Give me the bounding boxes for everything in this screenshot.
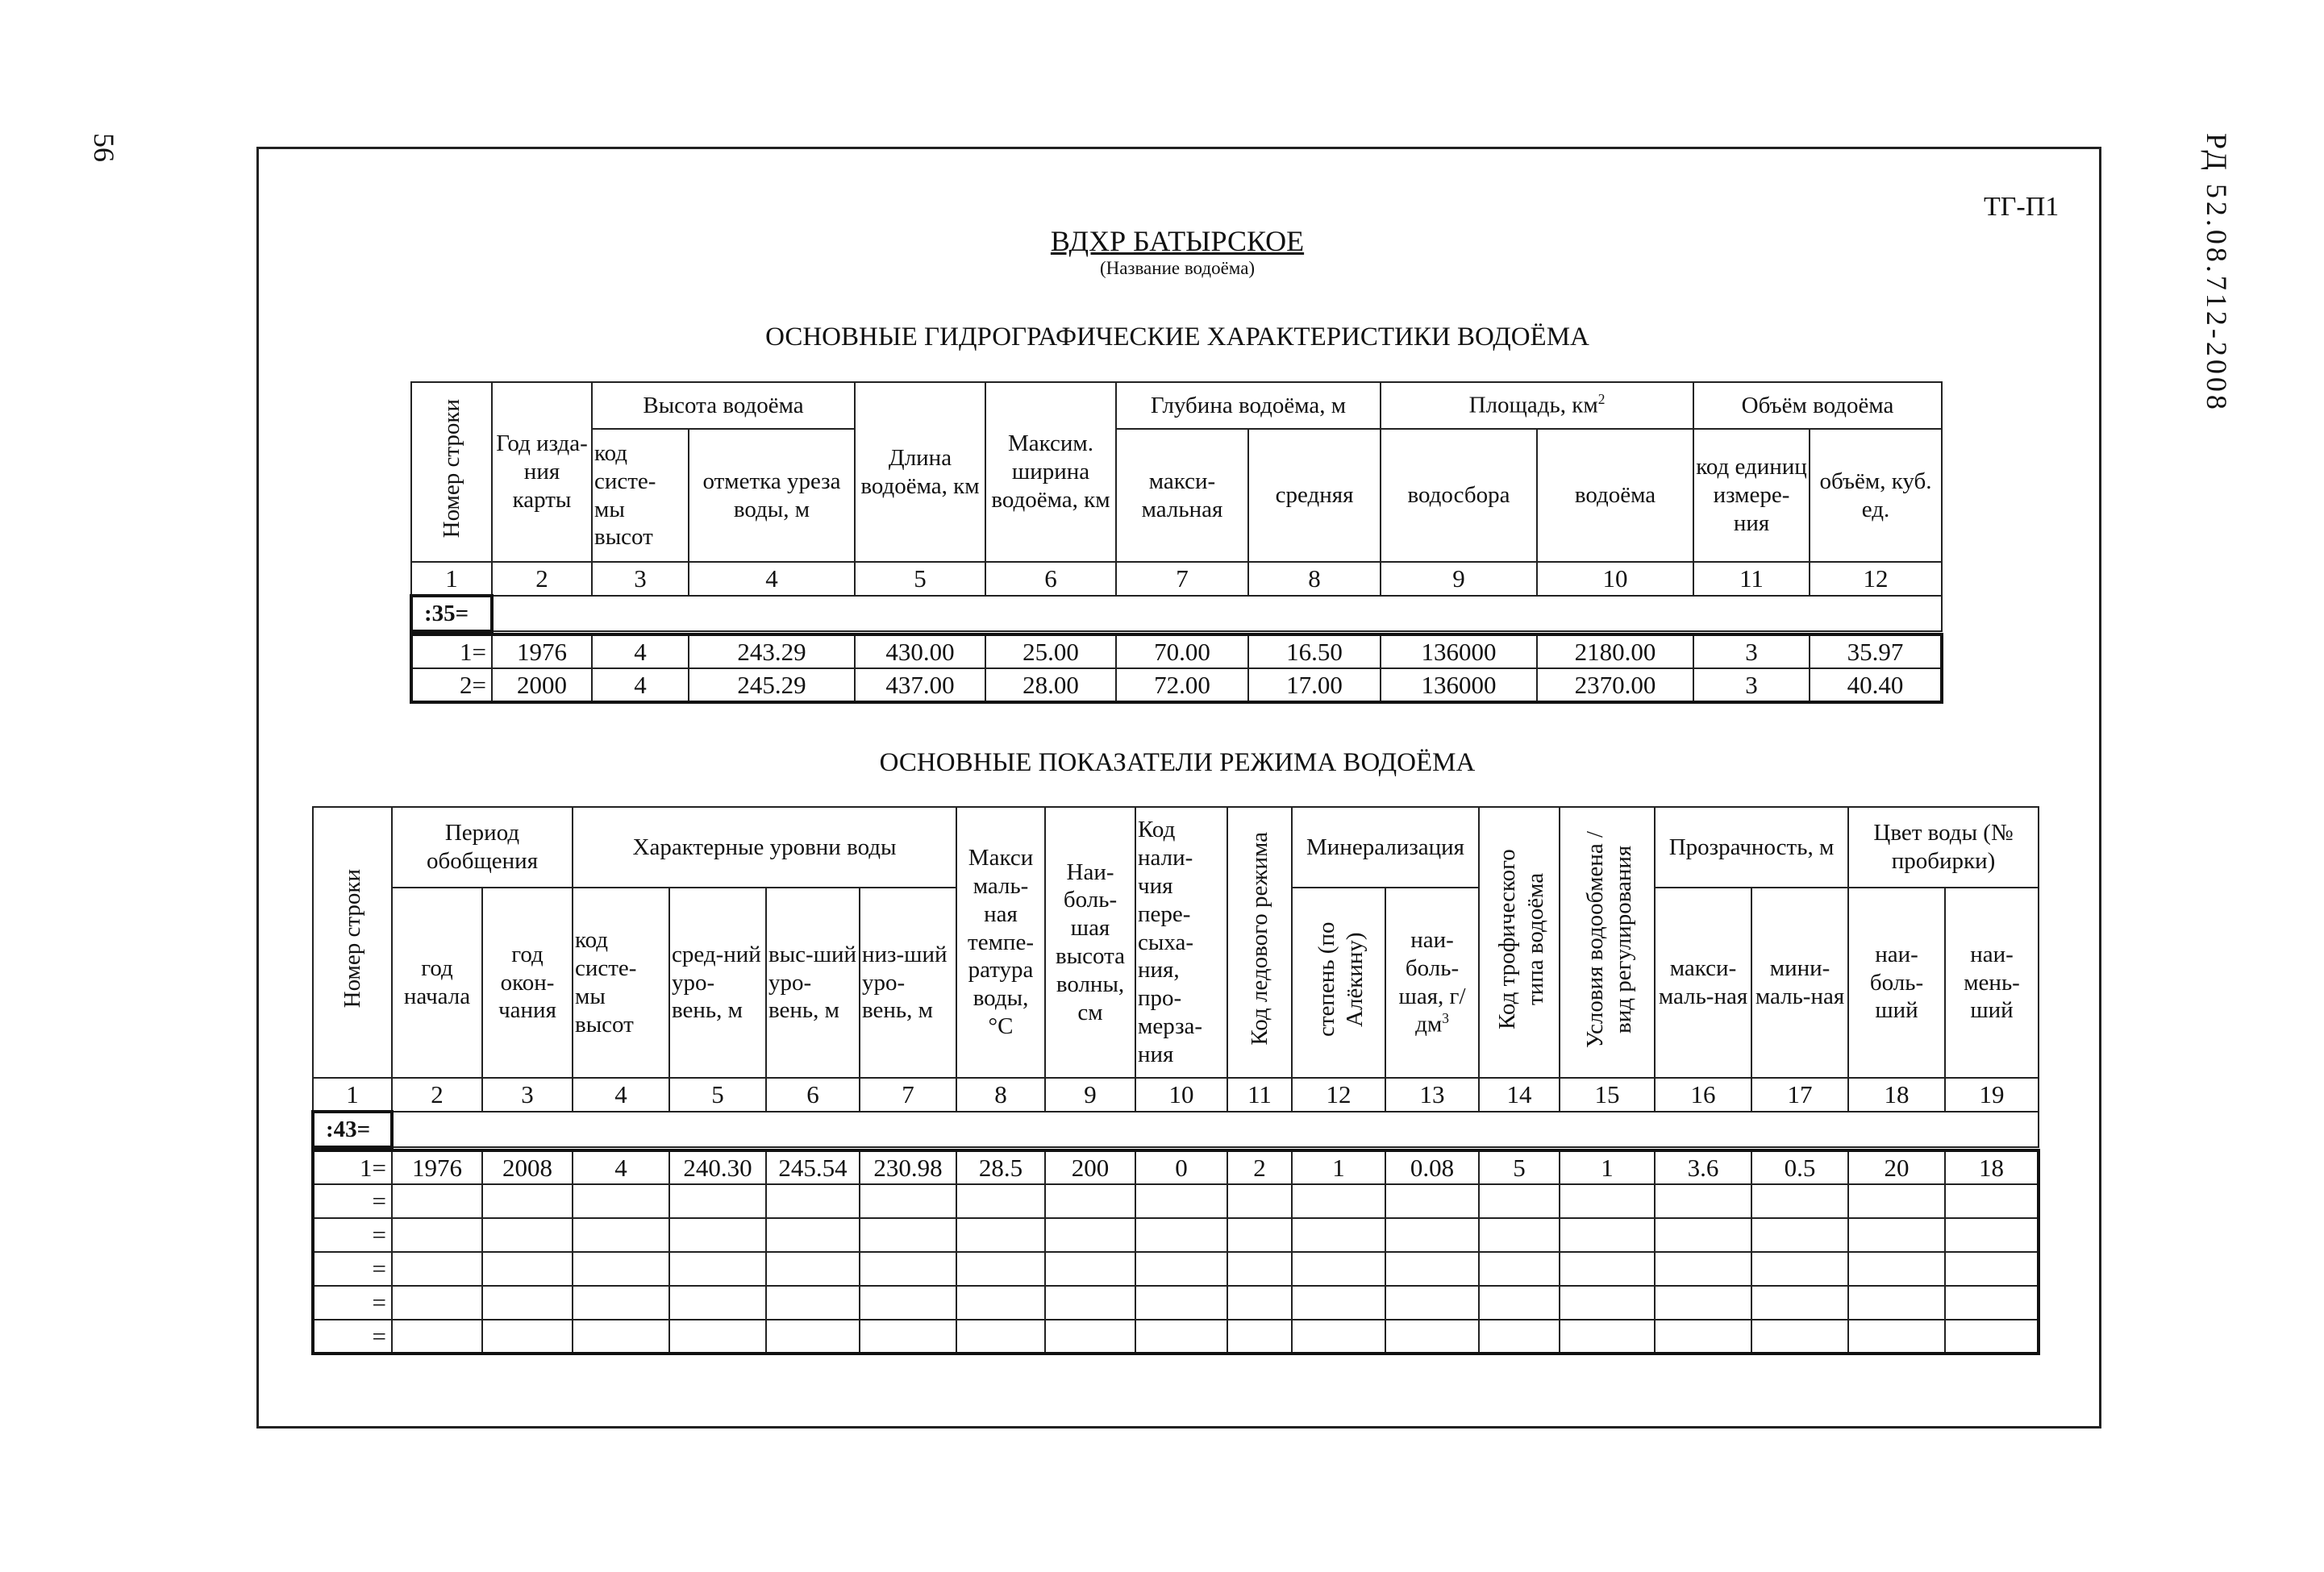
t1-header-depth-max: макси-мальная <box>1116 429 1248 562</box>
t2-cell <box>766 1184 860 1218</box>
t2-cell <box>1479 1218 1560 1252</box>
t2-colnum: 4 <box>573 1078 669 1112</box>
t2-cell <box>482 1218 573 1252</box>
t2-cell <box>392 1218 482 1252</box>
t2-cell: 0 <box>1135 1150 1227 1184</box>
t2-cell <box>573 1320 669 1354</box>
t2-cell <box>1227 1252 1292 1286</box>
t2-cell <box>1045 1252 1135 1286</box>
t2-cell: 245.54 <box>766 1150 860 1184</box>
t2-cell <box>1227 1218 1292 1252</box>
t2-cell: 1976 <box>392 1150 482 1184</box>
t2-row-label: = <box>313 1252 392 1286</box>
t1-colnum: 11 <box>1693 562 1810 596</box>
t2-cell <box>1135 1218 1227 1252</box>
t2-cell <box>573 1252 669 1286</box>
t2-colnum: 11 <box>1227 1078 1292 1112</box>
t1-colnum: 4 <box>689 562 855 596</box>
t2-cell <box>1751 1252 1848 1286</box>
t2-cell <box>1945 1184 2039 1218</box>
t2-cell <box>1655 1252 1751 1286</box>
t2-header-wave-height: Наи-боль-шая высота волны, см <box>1045 807 1135 1078</box>
t2-colnum: 6 <box>766 1078 860 1112</box>
t2-cell <box>1751 1184 1848 1218</box>
document-code: РД 52.08.712-2008 <box>2201 133 2233 413</box>
t2-header-exchange: Условия водообмена / вид регулирования <box>1560 807 1655 1078</box>
t2-cell <box>392 1252 482 1286</box>
t2-cell: 0.5 <box>1751 1150 1848 1184</box>
t2-header-period-end: год окон-чания <box>482 888 573 1078</box>
t2-cell <box>860 1252 956 1286</box>
t2-cell <box>1045 1320 1135 1354</box>
t1-header-volume-value: объём, куб. ед. <box>1810 429 1942 562</box>
t2-cell <box>1135 1320 1227 1354</box>
t2-cell: 1 <box>1560 1150 1655 1184</box>
t2-cell <box>1848 1286 1945 1320</box>
t1-cell: 35.97 <box>1810 634 1942 668</box>
t2-cell <box>860 1218 956 1252</box>
reservoir-name: ВДХР БАТЫРСКОЕ <box>1050 225 1305 257</box>
t2-cell: 18 <box>1945 1150 2039 1184</box>
t2-cell <box>482 1252 573 1286</box>
t2-header-transparency-group: Прозрачность, м <box>1655 807 1848 888</box>
t1-colnum: 1 <box>411 562 492 596</box>
t2-cell <box>482 1184 573 1218</box>
t2-cell <box>1751 1320 1848 1354</box>
t2-header-color-max: наи-боль-ший <box>1848 888 1945 1078</box>
t2-cell: 2 <box>1227 1150 1292 1184</box>
t2-colnum: 15 <box>1560 1078 1655 1112</box>
t1-header-height-group: Высота водоёма <box>592 382 855 429</box>
t1-cell: 16.50 <box>1248 634 1381 668</box>
t2-row-label: 1= <box>313 1150 392 1184</box>
t1-header-area-basin: водосбора <box>1381 429 1537 562</box>
table-row <box>313 1218 2039 1252</box>
t1-header-depth-avg: средняя <box>1248 429 1381 562</box>
t2-row-code-spacer <box>392 1112 2039 1147</box>
t1-cell: 2370.00 <box>1537 668 1693 702</box>
t2-cell <box>1227 1184 1292 1218</box>
t2-cell <box>669 1252 766 1286</box>
t2-header-drying-code: Код нали-чия пере-сыха-ния, про-мерза-ния <box>1135 807 1227 1078</box>
t1-cell: 17.00 <box>1248 668 1381 702</box>
table2-title: ОСНОВНЫЕ ПОКАЗАТЕЛИ РЕЖИМА ВОДОЁМА <box>879 748 1476 777</box>
form-code: ТГ-П1 <box>1984 192 2060 222</box>
t2-cell <box>669 1218 766 1252</box>
t1-cell: 136000 <box>1381 668 1537 702</box>
t2-cell: 2008 <box>482 1150 573 1184</box>
t2-cell <box>1560 1320 1655 1354</box>
t2-row-label: = <box>313 1218 392 1252</box>
t2-cell <box>1292 1286 1385 1320</box>
table-row <box>411 668 1942 702</box>
t2-cell: 28.5 <box>956 1150 1045 1184</box>
t2-header-level-low: низ-ший уро-вень, м <box>860 888 956 1078</box>
t2-header-level-high: выс-ший уро-вень, м <box>766 888 860 1078</box>
t1-header-area-group: Площадь, $км^2$ <box>1381 382 1693 429</box>
t2-colnum: 19 <box>1945 1078 2039 1112</box>
t1-colnum: 7 <box>1116 562 1248 596</box>
t2-cell <box>766 1218 860 1252</box>
t1-header-height-mark: отметка уреза воды, м <box>689 429 855 562</box>
t2-colnum: 5 <box>669 1078 766 1112</box>
t2-cell <box>573 1286 669 1320</box>
t1-colnum: 10 <box>1537 562 1693 596</box>
t2-cell <box>1292 1184 1385 1218</box>
t2-cell <box>860 1184 956 1218</box>
t1-header-height-code: код систе-мы высот <box>592 429 689 562</box>
t2-cell <box>1045 1184 1135 1218</box>
t2-cell <box>1292 1320 1385 1354</box>
t2-header-transp-min: мини-маль-ная <box>1751 888 1848 1078</box>
table-row <box>313 1150 2039 1184</box>
t2-header-color-group: Цвет воды (№ пробирки) <box>1848 807 2039 888</box>
t2-cell <box>392 1286 482 1320</box>
t2-cell <box>956 1184 1045 1218</box>
t2-row-label: = <box>313 1320 392 1354</box>
t2-cell: 230.98 <box>860 1150 956 1184</box>
t1-header-row-number: Номер строки <box>411 382 492 562</box>
t2-cell <box>1227 1286 1292 1320</box>
t2-cell <box>392 1320 482 1354</box>
t2-cell <box>860 1320 956 1354</box>
t2-cell <box>1560 1184 1655 1218</box>
t1-header-volume-unit: код единиц измере-ния <box>1693 429 1810 562</box>
t1-cell: 28.00 <box>985 668 1116 702</box>
reservoir-caption: (Название водоёма) <box>1099 258 1256 278</box>
table-row <box>411 634 1942 668</box>
t2-row-code: :43= <box>313 1112 392 1147</box>
t1-cell: 3 <box>1693 668 1810 702</box>
t1-cell: 3 <box>1693 634 1810 668</box>
t2-cell <box>1479 1286 1560 1320</box>
table-row <box>313 1184 2039 1218</box>
t2-cell <box>669 1286 766 1320</box>
table1-title: ОСНОВНЫЕ ГИДРОГРАФИЧЕСКИЕ ХАРАКТЕРИСТИКИ ВОДОЁМА <box>765 322 1589 351</box>
t2-cell <box>1945 1320 2039 1354</box>
t2-cell <box>1655 1184 1751 1218</box>
t2-header-trophic-code: Код трофического типа водоёма <box>1479 807 1560 1078</box>
t2-cell <box>766 1252 860 1286</box>
t1-cell: 136000 <box>1381 634 1537 668</box>
t2-cell <box>482 1320 573 1354</box>
t2-cell <box>1385 1218 1479 1252</box>
table-row <box>313 1320 2039 1354</box>
t2-cell <box>766 1286 860 1320</box>
t2-header-color-min: наи-мень-ший <box>1945 888 2039 1078</box>
t2-cell <box>1655 1286 1751 1320</box>
t2-cell <box>1560 1218 1655 1252</box>
t2-cell <box>1751 1286 1848 1320</box>
t1-colnum: 5 <box>855 562 985 596</box>
t1-cell: 437.00 <box>855 668 985 702</box>
t2-cell <box>1848 1218 1945 1252</box>
t2-colnum: 12 <box>1292 1078 1385 1112</box>
t2-cell <box>1045 1218 1135 1252</box>
t2-cell <box>1292 1252 1385 1286</box>
t2-cell <box>956 1286 1045 1320</box>
t1-row-code: :35= <box>411 596 492 631</box>
page-number: 56 <box>88 133 120 162</box>
t1-cell: 2000 <box>492 668 592 702</box>
t2-cell <box>669 1184 766 1218</box>
t2-header-mineral-degree: степень (по Алёкину) <box>1292 888 1385 1078</box>
t1-header-depth-group: Глубина водоёма, м <box>1116 382 1381 429</box>
t2-cell <box>1848 1320 1945 1354</box>
t2-header-mineral-group: Минерализация <box>1292 807 1479 888</box>
t2-cell <box>573 1218 669 1252</box>
t2-header-levels-group: Характерные уровни воды <box>573 807 956 888</box>
t2-header-level-code: код систе-мы высот <box>573 888 669 1078</box>
t2-cell: 240.30 <box>669 1150 766 1184</box>
t1-header-area-water: водоёма <box>1537 429 1693 562</box>
t2-cell <box>860 1286 956 1320</box>
t2-colnum: 9 <box>1045 1078 1135 1112</box>
t2-cell <box>1385 1320 1479 1354</box>
t2-header-transp-max: макси-маль-ная <box>1655 888 1751 1078</box>
t1-cell: 2180.00 <box>1537 634 1693 668</box>
t1-colnum: 9 <box>1381 562 1537 596</box>
t2-header-row-number: Номер строки <box>313 807 392 1078</box>
t2-cell <box>1945 1218 2039 1252</box>
t2-header-ice-code: Код ледового режима <box>1227 807 1292 1078</box>
t1-row-code-spacer <box>492 596 1942 631</box>
t1-cell: 1976 <box>492 634 592 668</box>
t1-header-year: Год изда-ния карты <box>492 382 592 562</box>
t2-cell <box>1135 1252 1227 1286</box>
t2-colnum: 2 <box>392 1078 482 1112</box>
t2-cell <box>1945 1252 2039 1286</box>
t2-cell <box>1227 1320 1292 1354</box>
t2-cell <box>1560 1286 1655 1320</box>
t2-cell <box>573 1184 669 1218</box>
t2-cell <box>1479 1184 1560 1218</box>
t2-cell: 3.6 <box>1655 1150 1751 1184</box>
t1-colnum: 3 <box>592 562 689 596</box>
t2-cell <box>1848 1184 1945 1218</box>
t2-cell <box>956 1218 1045 1252</box>
t2-cell: 20 <box>1848 1150 1945 1184</box>
t2-cell <box>1655 1218 1751 1252</box>
t1-cell: 4 <box>592 668 689 702</box>
t1-colnum: 6 <box>985 562 1116 596</box>
t2-colnum: 18 <box>1848 1078 1945 1112</box>
t2-cell <box>956 1320 1045 1354</box>
t1-cell: 4 <box>592 634 689 668</box>
regime-table <box>311 806 2040 1355</box>
t2-cell: 5 <box>1479 1150 1560 1184</box>
t2-cell <box>1385 1184 1479 1218</box>
t2-colnum: 17 <box>1751 1078 1848 1112</box>
t2-header-mineral-max: наи-боль-шая, $г/дм^3$ <box>1385 888 1479 1078</box>
t1-cell: 430.00 <box>855 634 985 668</box>
t2-colnum: 8 <box>956 1078 1045 1112</box>
t2-header-level-avg: сред-ний уро-вень, м <box>669 888 766 1078</box>
t2-cell <box>1135 1286 1227 1320</box>
t2-cell <box>392 1184 482 1218</box>
t2-cell <box>1385 1286 1479 1320</box>
t2-row-label: = <box>313 1286 392 1320</box>
t1-cell: 72.00 <box>1116 668 1248 702</box>
t1-cell: 70.00 <box>1116 634 1248 668</box>
t2-cell: 0.08 <box>1385 1150 1479 1184</box>
t1-header-volume-group: Объём водоёма <box>1693 382 1942 429</box>
t2-colnum: 10 <box>1135 1078 1227 1112</box>
t2-cell <box>1848 1252 1945 1286</box>
t2-header-period-group: Период обобщения <box>392 807 573 888</box>
t2-colnum: 14 <box>1479 1078 1560 1112</box>
t2-cell <box>1135 1184 1227 1218</box>
t1-colnum: 2 <box>492 562 592 596</box>
t2-cell <box>1655 1320 1751 1354</box>
t2-row-label: = <box>313 1184 392 1218</box>
t2-cell <box>1292 1218 1385 1252</box>
t2-colnum: 3 <box>482 1078 573 1112</box>
t2-cell <box>1945 1286 2039 1320</box>
t1-cell: 2= <box>411 668 492 702</box>
t1-header-width: Максим. ширина водоёма, км <box>985 382 1116 562</box>
t1-colnum: 8 <box>1248 562 1381 596</box>
t2-cell <box>1385 1252 1479 1286</box>
t2-cell: 200 <box>1045 1150 1135 1184</box>
t2-cell <box>1045 1286 1135 1320</box>
t2-colnum: 1 <box>313 1078 392 1112</box>
t2-colnum: 13 <box>1385 1078 1479 1112</box>
t2-cell <box>669 1320 766 1354</box>
t2-cell <box>1751 1218 1848 1252</box>
t2-cell <box>956 1252 1045 1286</box>
t2-header-max-temp: Макси маль-ная темпе-ратура воды, °С <box>956 807 1045 1078</box>
t2-cell: 4 <box>573 1150 669 1184</box>
t1-header-length: Длина водоёма, км <box>855 382 985 562</box>
t1-cell: 1= <box>411 634 492 668</box>
t2-cell <box>1479 1320 1560 1354</box>
t2-colnum: 7 <box>860 1078 956 1112</box>
t2-cell <box>766 1320 860 1354</box>
t1-cell: 40.40 <box>1810 668 1942 702</box>
t1-cell: 25.00 <box>985 634 1116 668</box>
table-row <box>313 1286 2039 1320</box>
t2-cell <box>1560 1252 1655 1286</box>
t1-cell: 243.29 <box>689 634 855 668</box>
t1-colnum: 12 <box>1810 562 1942 596</box>
t2-header-period-start: год начала <box>392 888 482 1078</box>
t2-colnum: 16 <box>1655 1078 1751 1112</box>
t2-cell <box>482 1286 573 1320</box>
table-row <box>313 1252 2039 1286</box>
t1-cell: 245.29 <box>689 668 855 702</box>
hydrographic-table <box>410 381 1943 704</box>
t2-cell: 1 <box>1292 1150 1385 1184</box>
t2-cell <box>1479 1252 1560 1286</box>
